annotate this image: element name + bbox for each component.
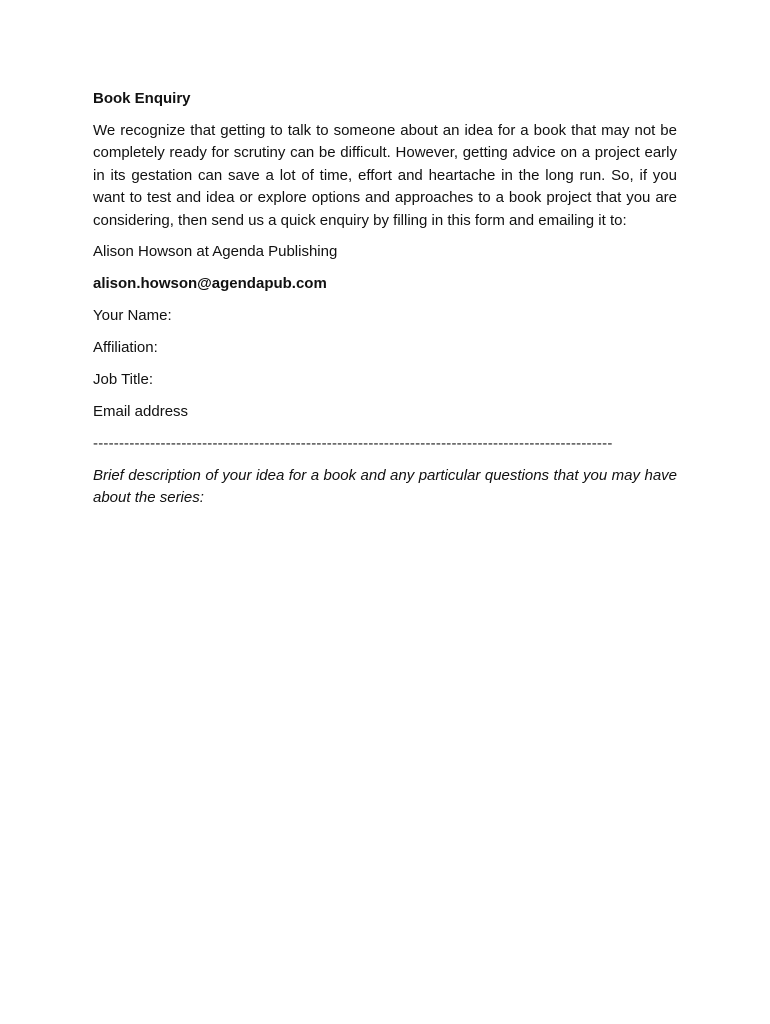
- email-address-label: Email address: [93, 403, 189, 420]
- contact-email: alison.howson@agendapub.com: [93, 275, 327, 292]
- your-name-label: Your Name:: [93, 307, 172, 324]
- affiliation-label: Affiliation:: [93, 339, 158, 356]
- contact-name: Alison Howson at Agenda Publishing: [93, 243, 338, 260]
- document-page: [93, 88, 677, 510]
- job-title-label: Job Title:: [93, 371, 154, 388]
- intro-paragraph: We recognize that getting to talk to someone about an idea for a book that may not be completely ready for scrutiny can be difficult. However, getting advice on a project early in its gestation can save a lot of time, effort and heartache in the long run. So, if you want to test and idea or explore options and approaches to a book project that you are considering, then send us a quick enquiry by filling in this form and emailing it to:: [93, 121, 677, 229]
- document-title: Book Enquiry: [93, 90, 191, 107]
- brief-description-prompt: Brief description of your idea for a book and any particular questions that you may have about the series:: [93, 466, 677, 506]
- dashed-divider: ----------------------------------------------------------------------------------------------------: [93, 435, 613, 452]
